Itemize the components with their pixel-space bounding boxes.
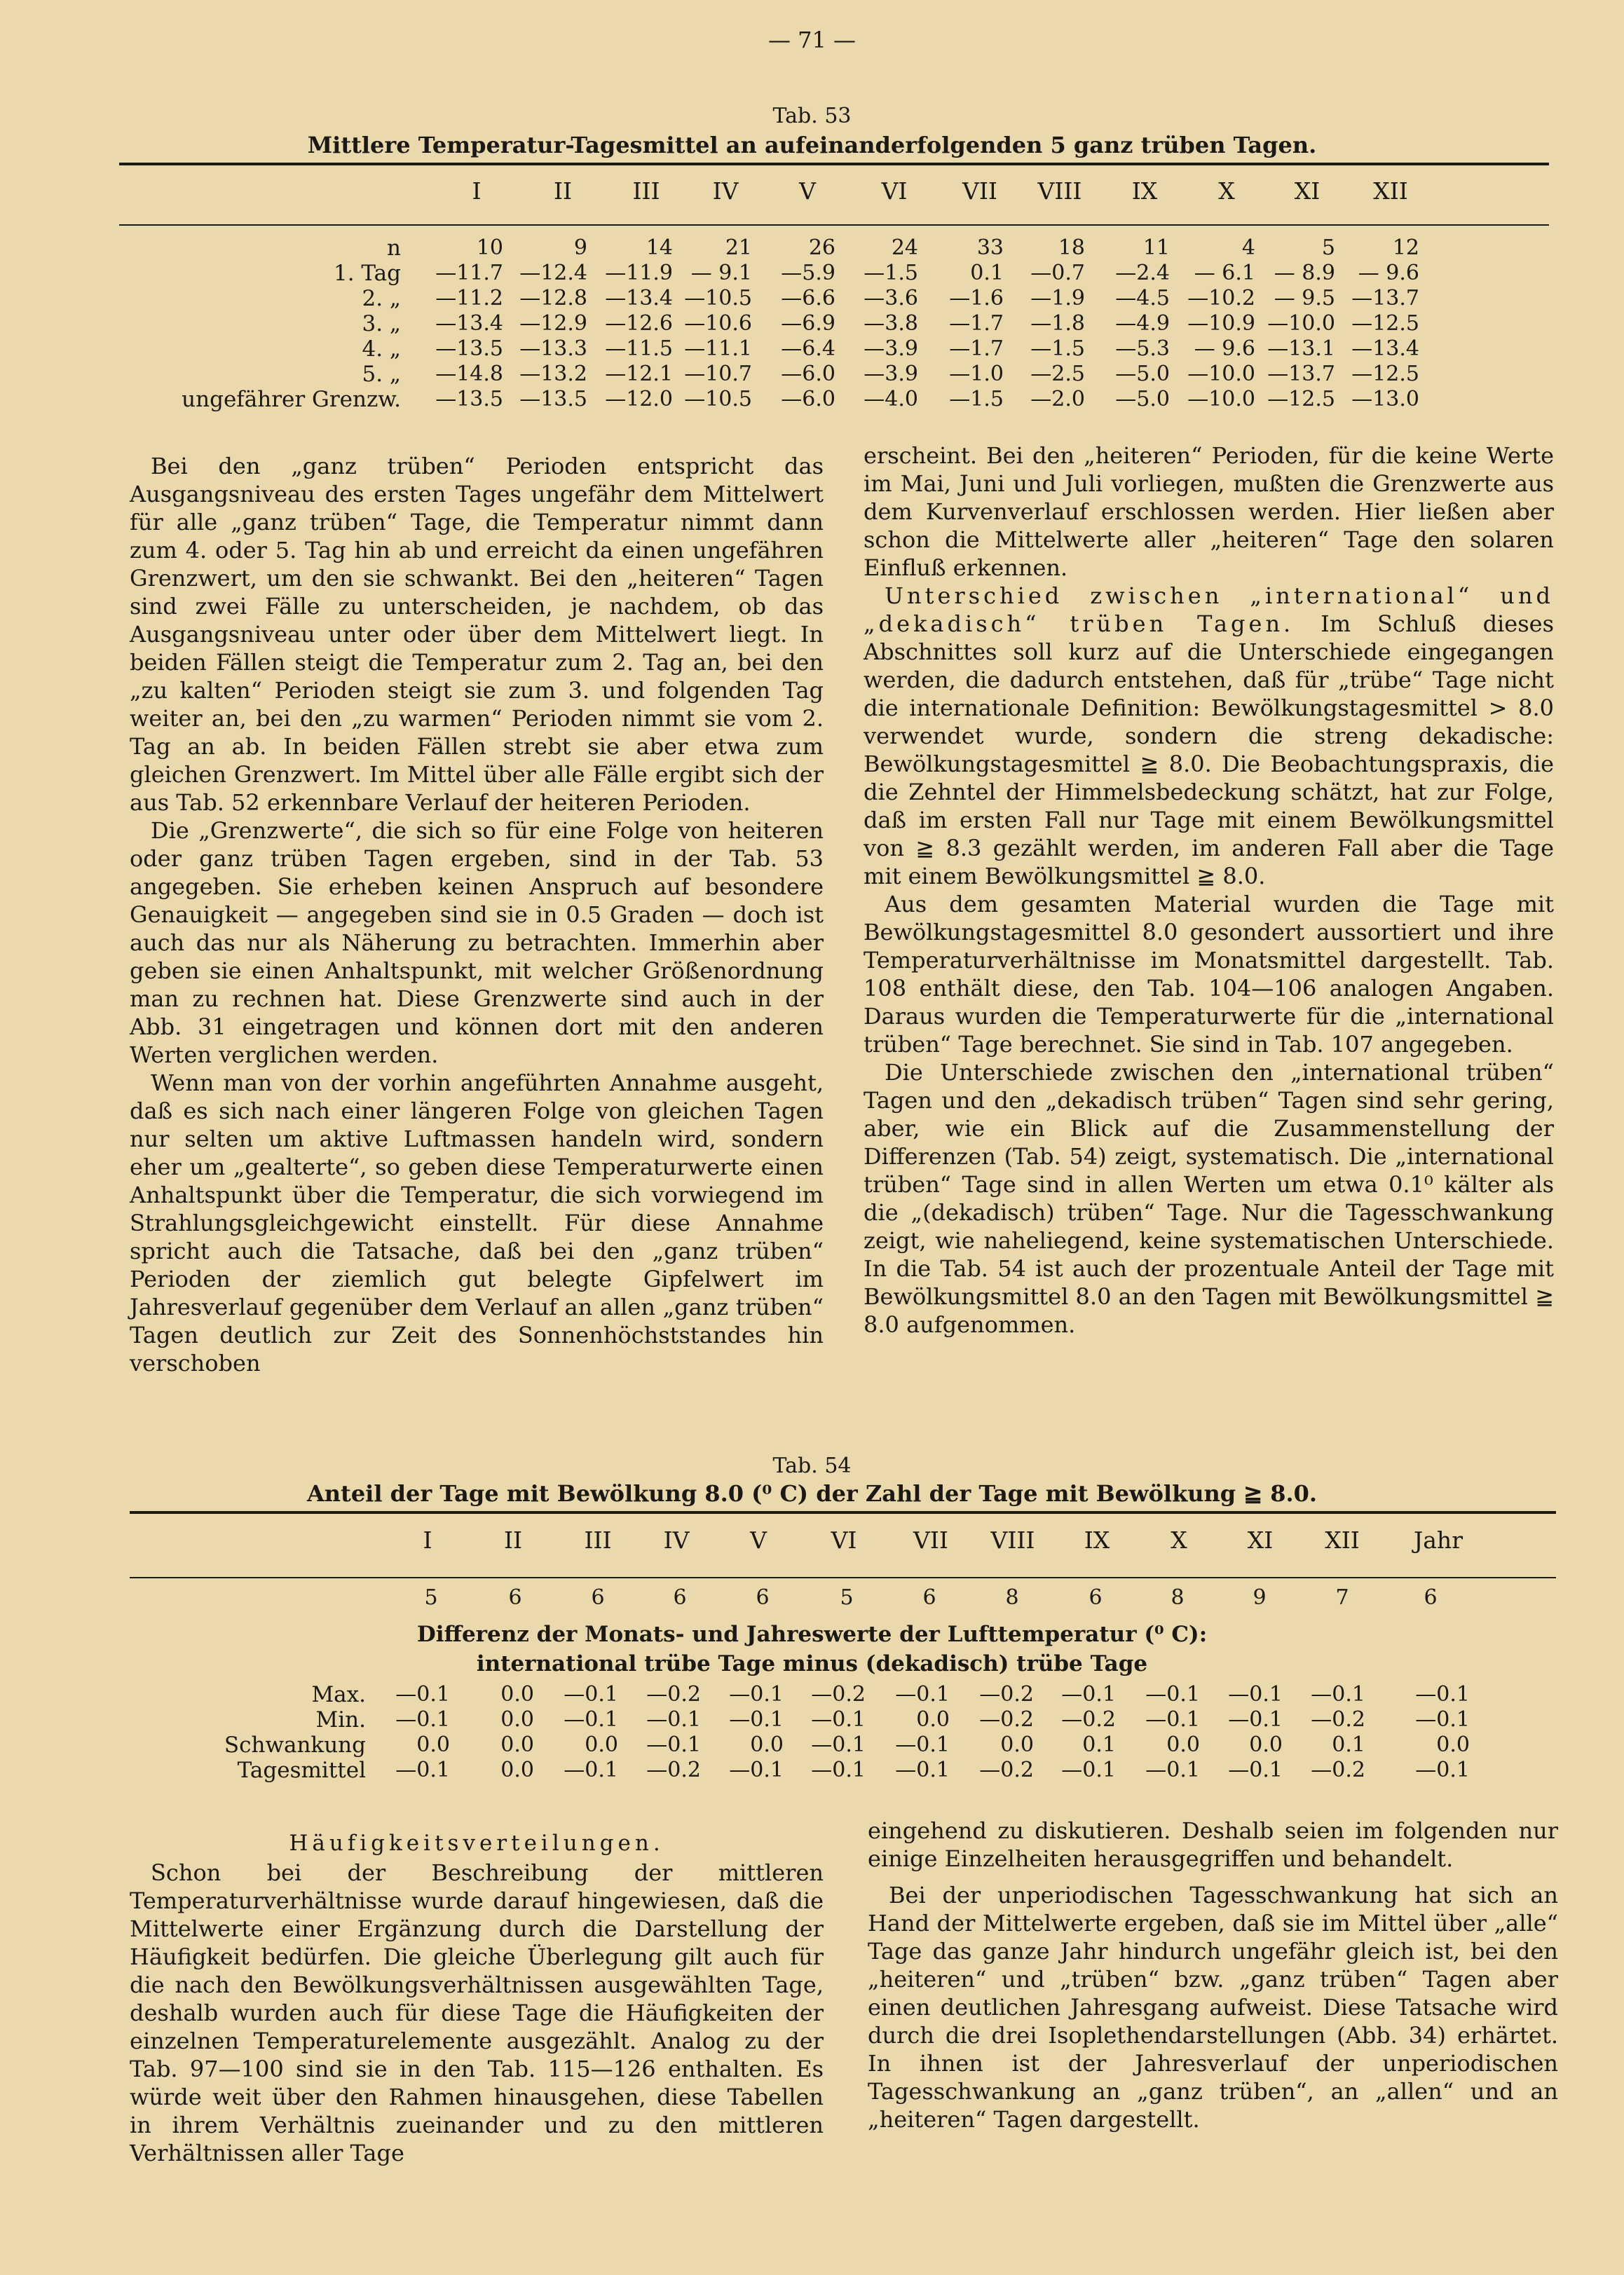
table-cell: 21 (725, 235, 752, 260)
column-header: VII (913, 1526, 948, 1554)
table-cell: —0.1 (1228, 1758, 1283, 1782)
table-cell: —10.2 (1187, 286, 1255, 310)
tab54-top-rule (130, 1511, 1556, 1514)
table-cell: —0.2 (646, 1682, 701, 1707)
column-header: VIII (990, 1526, 1035, 1554)
table-cell: —0.1 (1145, 1758, 1200, 1782)
table-cell: —6.0 (781, 362, 835, 386)
tab53-top-rule (119, 163, 1549, 165)
table-cell: —0.1 (1145, 1707, 1200, 1732)
table-cell: 10 (476, 235, 503, 260)
table-cell: —5.0 (1115, 362, 1170, 386)
table-cell: —13.4 (435, 311, 503, 336)
table-cell: —13.1 (1267, 336, 1335, 361)
tab54-caption: Tab. 54 (772, 1454, 852, 1478)
table-cell: 6 (756, 1585, 770, 1610)
table-cell: —12.9 (519, 311, 587, 336)
column-header: VI (881, 177, 908, 205)
tab54-subtitle-2: international trübe Tage minus (dekadisch) trübe Tage (476, 1651, 1148, 1676)
table-cell: —11.1 (684, 336, 752, 361)
table-cell: —0.1 (895, 1733, 950, 1757)
tab54-body (0, 1682, 1624, 1808)
table-cell: —11.7 (435, 261, 503, 285)
table-cell: —10.7 (684, 362, 752, 386)
paragraph: Die Unterschiede zwischen den „international trüben“ Tagen und den „dekadisch trüben“ Tagen sind sehr gering, aber, wie ein Blick auf die Zusammenstellung der Differenzen (Tab. 54) zeigt, systematisch. Die „international trüben“ Tage sind in allen Werten um etwa 0.1⁰ kälter als die „(dekadisch) trüben“ Tage. Nur die Tagesschwankung zeigt, wie naheliegend, keine systematischen Unterschiede. In die Tab. 54 ist auch der prozentuale Anteil der Tage mit Bewölkungsmittel 8.0 an den Tagen mit Bewölkungsmittel ≧ 8.0 aufgenommen. (864, 1059, 1554, 1338)
table-cell: —12.1 (605, 362, 673, 386)
paragraph: Aus dem gesamten Material wurden die Tage mit Bewölkungstagesmittel 8.0 gesondert aussortiert und ihre Temperaturverhältnisse im Monatsmittel dargestellt. Tab. 108 enthält diese, den Tab. 104—106 analogen Angaben. Daraus wurden die Temperaturwerte für die „international trüben“ Tage berechnet. Sie sind in Tab. 107 angegeben. (864, 891, 1554, 1058)
table-cell: — 9.1 (690, 261, 752, 285)
table-cell: — 8.9 (1274, 261, 1335, 285)
table-cell: —3.8 (864, 311, 918, 336)
table-cell: —1.9 (1030, 286, 1085, 310)
table-cell: —0.1 (729, 1707, 784, 1732)
table-cell: —13.4 (1351, 336, 1419, 361)
tab54-header-rule (130, 1577, 1556, 1578)
table-cell: 5 (1321, 235, 1335, 260)
row-label: ungefährer Grenzw. (182, 387, 401, 412)
column-header: IV (712, 177, 739, 205)
table-cell: 18 (1058, 235, 1085, 260)
table-cell: 33 (976, 235, 1004, 260)
table-cell: —12.4 (519, 261, 587, 285)
table-cell: —0.2 (646, 1758, 701, 1782)
table-cell: —12.6 (605, 311, 673, 336)
table-cell: —0.1 (811, 1707, 866, 1732)
table-cell: —0.2 (811, 1682, 866, 1707)
table-cell: — 9.6 (1194, 336, 1255, 361)
table-cell: —3.9 (864, 336, 918, 361)
text-column-right-1 (864, 442, 1554, 1339)
tab53-title: Mittlere Temperatur-Tagesmittel an aufeinanderfolgenden 5 ganz trüben Tagen. (307, 132, 1317, 158)
table-cell: —10.6 (684, 311, 752, 336)
tab54-subtitle-1: Differenz der Monats- und Jahreswerte der Lufttemperatur (⁰ C): (416, 1622, 1208, 1647)
paragraph: Die „Grenzwerte“, die sich so für eine Folge von heiteren oder ganz trüben Tagen ergeben, sind in der Tab. 53 angegeben. Sie erheben keinen Anspruch auf besondere Genauigkeit — angegeben sind sie in 0.5 Graden — doch ist auch das nur als Näherung zu betrachten. Immerhin aber geben sie einen Anhaltspunkt, mit welcher Größenordnung man zu rechnen hat. Diese Grenzwerte sind auch in der Abb. 31 eingetragen und können dort mit den anderen Werten verglichen werden. (130, 817, 824, 1068)
tab54-header-row (0, 1526, 1624, 1558)
text-column-right-2 (868, 1817, 1558, 2133)
table-cell: —0.1 (646, 1733, 701, 1757)
table-cell: 6 (591, 1585, 605, 1610)
paragraph: Schon bei der Beschreibung der mittleren Temperaturverhältnisse wurde darauf hingewiesen, daß die Mittelwerte einer Ergänzung durch die Darstellung der Häufigkeit bedürfen. Die gleiche Überlegung gilt auch für die nach den Bewölkungsverhältnissen ausgewählten Tage, deshalb wurden auch für diese Tage die Häufigkeiten der einzelnen Temperaturelemente ausgezählt. Analog zu der Tab. 97—100 sind sie in den Tab. 115—126 enthalten. Es würde weit über den Rahmen hinausgehen, diese Tabellen in ihrem Verhältnis zueinander und zu den mittleren Verhältnissen aller Tage (130, 1859, 824, 2166)
paragraph: eingehend zu diskutieren. Deshalb seien im folgenden nur einige Einzelheiten herausgegriffen und behandelt. (868, 1817, 1558, 1872)
row-label: Max. (311, 1682, 366, 1707)
table-cell: —11.9 (605, 261, 673, 285)
table-cell: 0.0 (1000, 1733, 1034, 1757)
table-cell: —1.7 (949, 336, 1004, 361)
table-cell: —0.2 (979, 1682, 1034, 1707)
column-header: IX (1084, 1526, 1110, 1554)
table-cell: —0.2 (1311, 1758, 1365, 1782)
paragraph: Bei den „ganz trüben“ Perioden entspricht das Ausgangsniveau des ersten Tages ungefähr dem Mittelwert für alle „ganz trüben“ Tage, die Temperatur nimmt dann zum 4. oder 5. Tag hin ab und erreicht da einen ungefähren Grenzwert, um den sie schwankt. Bei den „heiteren“ Tagen sind zwei Fälle zu unterscheiden, je nachdem, ob das Ausgangsniveau unter oder über dem Mittelwert liegt. In beiden Fällen steigt die Temperatur zum 2. Tag an, bei den „zu kalten“ Perioden steigt sie zum 3. und folgenden Tag weiter an, bei den „zu warmen“ Perioden nimmt sie vom 2. Tag an ab. In beiden Fällen strebt sie aber etwa zum gleichen Grenzwert. Im Mittel über alle Fälle ergibt sich der aus Tab. 52 erkennbare Verlauf der heiteren Perioden. (130, 453, 824, 816)
table-cell: —0.1 (564, 1707, 618, 1732)
table-cell: —5.9 (781, 261, 835, 285)
table-cell: —1.8 (1030, 311, 1085, 336)
table-cell: —1.5 (864, 261, 918, 285)
table-cell: 24 (891, 235, 918, 260)
table-cell: —13.5 (435, 336, 503, 361)
table-cell: —0.2 (979, 1707, 1034, 1732)
tab53-header-rule (119, 224, 1549, 226)
table-cell: —0.1 (729, 1682, 784, 1707)
table-cell: —0.1 (646, 1707, 701, 1732)
table-cell: —1.7 (949, 311, 1004, 336)
table-cell: —2.5 (1030, 362, 1085, 386)
table-cell: —10.0 (1267, 311, 1335, 336)
table-cell: 0.0 (750, 1733, 784, 1757)
table-cell: —13.0 (1351, 387, 1419, 411)
table-cell: —0.1 (1145, 1682, 1200, 1707)
row-label: Schwankung (224, 1733, 366, 1758)
table-cell: —11.5 (605, 336, 673, 361)
table-cell: —5.3 (1115, 336, 1170, 361)
paragraph-text: Im Schluß dieses Abschnittes soll kurz auf die Unterschiede eingegangen werden, die dadurch entstehen, daß für „trübe“ Tage nicht die internationale Definition: Bewölkungstagesmittel > 8.0 verwendet wurde, sondern die streng dekadische: Bewölkungstagesmittel ≧ 8.0. Die Beobachtungspraxis, die die Zehntel der Himmelsbedeckung schätzt, hat zur Folge, daß im ersten Fall nur Tage mit einem Bewölkungsmittel von ≧ 8.3 gezählt werden, im anderen Fall aber die Tage mit einem Bewölkungsmittel ≧ 8.0. (864, 610, 1555, 889)
column-header: III (584, 1526, 612, 1554)
table-cell: —6.9 (781, 311, 835, 336)
table-cell: 6 (1089, 1585, 1103, 1610)
column-header: VII (962, 177, 997, 205)
table-cell: —0.1 (395, 1758, 450, 1782)
table-cell: 9 (1253, 1585, 1267, 1610)
table-cell: —0.1 (1061, 1758, 1116, 1782)
table-cell: 12 (1392, 235, 1419, 260)
table-cell: —13.7 (1267, 362, 1335, 386)
column-header: I (472, 177, 482, 205)
row-label: n (387, 235, 401, 261)
table-cell: —13.3 (519, 336, 587, 361)
table-cell: —0.1 (729, 1758, 784, 1782)
table-cell: 11 (1142, 235, 1170, 260)
column-header: III (632, 177, 660, 205)
tab54-share-row (0, 1585, 1624, 1617)
table-cell: —2.0 (1030, 387, 1085, 411)
row-label: Tagesmittel (237, 1758, 366, 1783)
table-cell: 26 (808, 235, 835, 260)
table-cell: —13.7 (1351, 286, 1419, 310)
table-cell: 0.0 (500, 1707, 534, 1732)
table-cell: —10.5 (684, 387, 752, 411)
table-cell: 6 (508, 1585, 522, 1610)
table-cell: —12.5 (1351, 362, 1419, 386)
column-header: X (1171, 1526, 1187, 1554)
table-cell: —0.1 (1415, 1707, 1470, 1732)
section-heading-inline: Unterschied zwischen „international“ und „dekadisch“ trüben Tagen. (864, 582, 1554, 637)
text-column-left-1 (130, 452, 824, 1377)
table-cell: —0.2 (979, 1758, 1034, 1782)
table-cell: —10.9 (1187, 311, 1255, 336)
table-cell: 6 (922, 1585, 936, 1610)
column-header: I (423, 1526, 432, 1554)
column-header: II (553, 177, 573, 205)
tab53-caption: Tab. 53 (772, 104, 852, 128)
table-cell: 0.0 (500, 1733, 534, 1757)
table-cell: — 9.6 (1358, 261, 1419, 285)
table-cell: —0.2 (1061, 1707, 1116, 1732)
table-cell: 0.0 (585, 1733, 618, 1757)
paragraph: Wenn man von der vorhin angeführten Annahme ausgeht, daß es sich nach einer längeren Folge von gleichen Tagen nur selten um aktive Luftmassen handeln wird, sondern eher um „gealterte“, so geben diese Temperaturwerte einen Anhaltspunkt über die Temperatur, die sich vorwiegend im Strahlungsgleichgewicht einstellt. Für diese Annahme spricht auch die Tatsache, daß bei den „ganz trüben“ Perioden der ziemlich gut belegte Gipfelwert im Jahresverlauf gegenüber dem Verlauf an allen „ganz trüben“ Tagen deutlich zur Zeit des Sonnenhöchststandes hin verschoben (130, 1070, 824, 1376)
table-cell: 6 (673, 1585, 687, 1610)
tab53-header-row (0, 177, 1624, 209)
table-cell: —13.5 (435, 387, 503, 411)
column-header: V (750, 1526, 767, 1554)
table-cell: 5 (840, 1585, 854, 1610)
table-cell: —12.0 (605, 387, 673, 411)
table-cell: —0.7 (1030, 261, 1085, 285)
table-cell: —3.9 (864, 362, 918, 386)
table-cell: 9 (573, 235, 587, 260)
column-header: IX (1131, 177, 1158, 205)
table-cell: —12.5 (1351, 311, 1419, 336)
table-cell: 6 (1424, 1585, 1438, 1610)
table-cell: —0.1 (1415, 1758, 1470, 1782)
column-header: XI (1294, 177, 1321, 205)
table-cell: —12.5 (1267, 387, 1335, 411)
table-cell: —13.2 (519, 362, 587, 386)
paragraph: erscheint. Bei den „heiteren“ Perioden, für die keine Werte im Mai, Juni und Juli vorliegen, mußten die Grenzwerte aus dem Kurvenverlauf erschlossen werden. Hier ließen aber schon die Mittelwerte aller „heiteren“ Tage den solaren Einfluß erkennen. (864, 442, 1554, 581)
column-header: II (503, 1526, 523, 1554)
table-cell: —6.6 (781, 286, 835, 310)
row-label: 1. Tag (333, 261, 401, 286)
table-cell: —6.4 (781, 336, 835, 361)
table-cell: 0.1 (970, 261, 1004, 285)
page-number: — 71 — (767, 27, 857, 53)
table-cell: —12.8 (519, 286, 587, 310)
table-cell: 0.0 (416, 1733, 450, 1757)
table-cell: —0.1 (1415, 1682, 1470, 1707)
row-label: 4. „ (362, 336, 401, 362)
table-cell: 7 (1335, 1585, 1349, 1610)
table-cell: —0.1 (1061, 1682, 1116, 1707)
row-label: 3. „ (362, 311, 401, 336)
table-cell: 0.0 (1166, 1733, 1200, 1757)
table-cell: —10.5 (684, 286, 752, 310)
table-cell: —3.6 (864, 286, 918, 310)
table-cell: —4.0 (864, 387, 918, 411)
table-cell: — 9.5 (1274, 286, 1335, 310)
paragraph (864, 582, 1554, 890)
table-cell: —0.1 (1311, 1682, 1365, 1707)
table-cell: —0.1 (895, 1758, 950, 1782)
row-label: 2. „ (362, 286, 401, 311)
table-cell: —11.2 (435, 286, 503, 310)
row-label: 5. „ (362, 362, 401, 387)
table-cell: 8 (1005, 1585, 1019, 1610)
table-cell: —0.1 (1228, 1682, 1283, 1707)
column-header: XII (1373, 177, 1408, 205)
table-cell: —1.5 (1030, 336, 1085, 361)
table-cell: —0.1 (811, 1758, 866, 1782)
table-cell: —0.1 (564, 1682, 618, 1707)
table-cell: 0.1 (1332, 1733, 1365, 1757)
table-cell: 0.0 (916, 1707, 950, 1732)
table-cell: —6.0 (781, 387, 835, 411)
table-cell: —1.6 (949, 286, 1004, 310)
table-cell: 0.0 (1436, 1733, 1470, 1757)
table-cell: —0.1 (564, 1758, 618, 1782)
row-label: Min. (315, 1707, 366, 1733)
table-cell: —0.1 (395, 1707, 450, 1732)
table-cell: —0.1 (1228, 1707, 1283, 1732)
column-header: IV (663, 1526, 690, 1554)
tab54-title: Anteil der Tage mit Bewölkung 8.0 (⁰ C) der Zahl der Tage mit Bewölkung ≧ 8.0. (306, 1480, 1318, 1507)
column-header: X (1218, 177, 1235, 205)
table-cell: —4.9 (1115, 311, 1170, 336)
table-cell: —4.5 (1115, 286, 1170, 310)
table-cell: —10.0 (1187, 362, 1255, 386)
column-header: VIII (1037, 177, 1082, 205)
table-cell: 0.0 (500, 1682, 534, 1707)
text-column-left-2 (130, 1829, 824, 2167)
table-cell: 0.0 (500, 1758, 534, 1782)
table-cell: —13.4 (605, 286, 673, 310)
table-cell: 5 (424, 1585, 438, 1610)
paragraph: Bei der unperiodischen Tagesschwankung hat sich an Hand der Mittelwerte ergeben, daß sie im Mittel über „alle“ Tage das ganze Jahr hindurch ungefähr gleich ist, bei den „heiteren“ und „trüben“ bzw. „ganz trüben“ Tagen aber einen deutlichen Jahresgang aufweist. Diese Tatsache wird durch die drei Isoplethendarstellungen (Abb. 34) erhärtet. In ihnen ist der Jahresverlauf der unperiodischen Tagesschwankung an „ganz trüben“, an „allen“ und an „heiteren“ Tagen dargestellt. (868, 1882, 1558, 2133)
table-cell: — 6.1 (1194, 261, 1255, 285)
table-cell: 14 (646, 235, 673, 260)
column-header: XII (1325, 1526, 1360, 1554)
table-cell: —0.1 (895, 1682, 950, 1707)
column-header: XI (1247, 1526, 1274, 1554)
tab53-body (0, 235, 1624, 418)
table-cell: —1.5 (949, 387, 1004, 411)
table-cell: —0.1 (395, 1682, 450, 1707)
table-cell: 0.1 (1082, 1733, 1116, 1757)
table-cell: —14.8 (435, 362, 503, 386)
section-heading: Häufigkeitsverteilungen. (289, 1831, 664, 1856)
table-cell: —0.2 (1311, 1707, 1365, 1732)
column-header: V (799, 177, 816, 205)
table-cell: —10.0 (1187, 387, 1255, 411)
column-header: Jahr (1414, 1526, 1463, 1554)
table-cell: 4 (1241, 235, 1255, 260)
table-cell: —13.5 (519, 387, 587, 411)
table-cell: 8 (1171, 1585, 1185, 1610)
table-cell: 0.0 (1249, 1733, 1283, 1757)
table-cell: —2.4 (1115, 261, 1170, 285)
table-cell: —0.1 (811, 1733, 866, 1757)
table-cell: —5.0 (1115, 387, 1170, 411)
column-header: VI (831, 1526, 857, 1554)
table-cell: —1.0 (949, 362, 1004, 386)
